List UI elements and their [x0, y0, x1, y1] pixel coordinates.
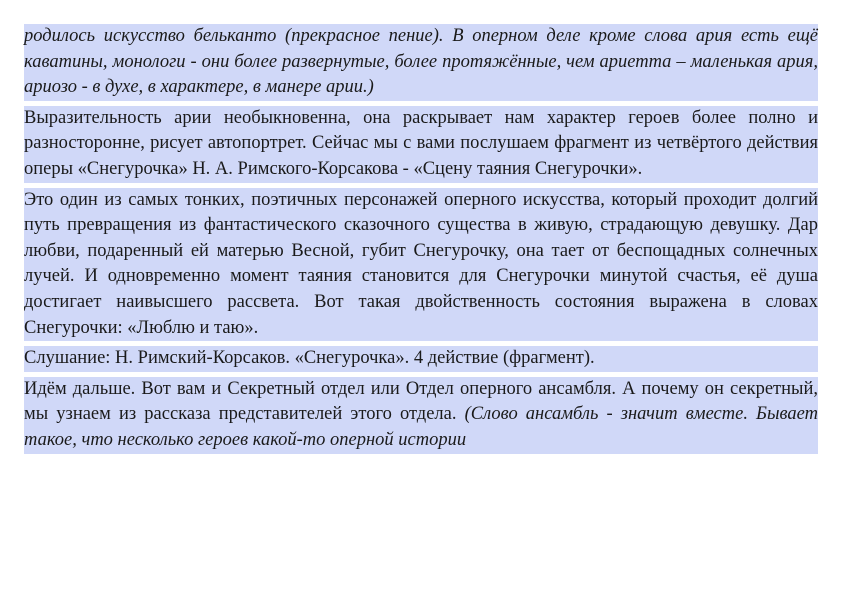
- listening-text: Слушание: Н. Римский-Корсаков. «Снегурочка». 4 действие (фрагмент).: [24, 348, 595, 369]
- ensemble-italic-text: (Слово ансамбль - значит вместе. Бывает такое, что несколько героев какой-то оперной истории: [24, 404, 818, 450]
- paragraph-aria-expressiveness: [24, 106, 818, 183]
- aria-expressiveness-text: Выразительность арии необыкновенна, она раскрывает нам характер героев более полно и разносторонне, рисует автопортрет. Сейчас мы с вами послушаем фрагмент из четвёртого действия оперы «Снегурочка» Н. А. Римского-Корсакова - «Сцену таяния Снегурочки».: [24, 107, 818, 179]
- aria-types-italic-text: родилось искусство бельканто (прекрасное пение). В оперном деле кроме слова ария есть ещё каватины, монологи - они более развернутые, более протяжённые, чем ариетта – маленькая ария, ариозо - в духе, в характере, в манере арии.): [24, 26, 818, 98]
- ensemble-text: Идём дальше. Вот вам и Секретный отдел или Отдел оперного ансамбля. А почему он секретный, мы узнаем из рассказа представителей этого отдела.: [24, 378, 818, 425]
- document-body: [24, 24, 818, 454]
- paragraph-aria-types: [24, 24, 818, 101]
- paragraph-listening: [24, 346, 818, 372]
- paragraph-ensemble: [24, 377, 818, 454]
- snegurochka-character-text: Это один из самых тонких, поэтичных персонажей оперного искусства, который проходит долгий путь превращения из фантастического сказочного существа в живую, страдающую девушку. Дар любви, подаренный ей матерью Весной, губит Снегурочку, она тает от беспощадных солнечных лучей. И одновременно момент таяния становится для Снегурочки минутой счастья, её душа достигает наивысшего рассвета. Вот такая двойственность состояния выражена в словах Снегурочки: «Люблю и таю».: [24, 189, 818, 338]
- paragraph-snegurochka-character: [24, 188, 818, 342]
